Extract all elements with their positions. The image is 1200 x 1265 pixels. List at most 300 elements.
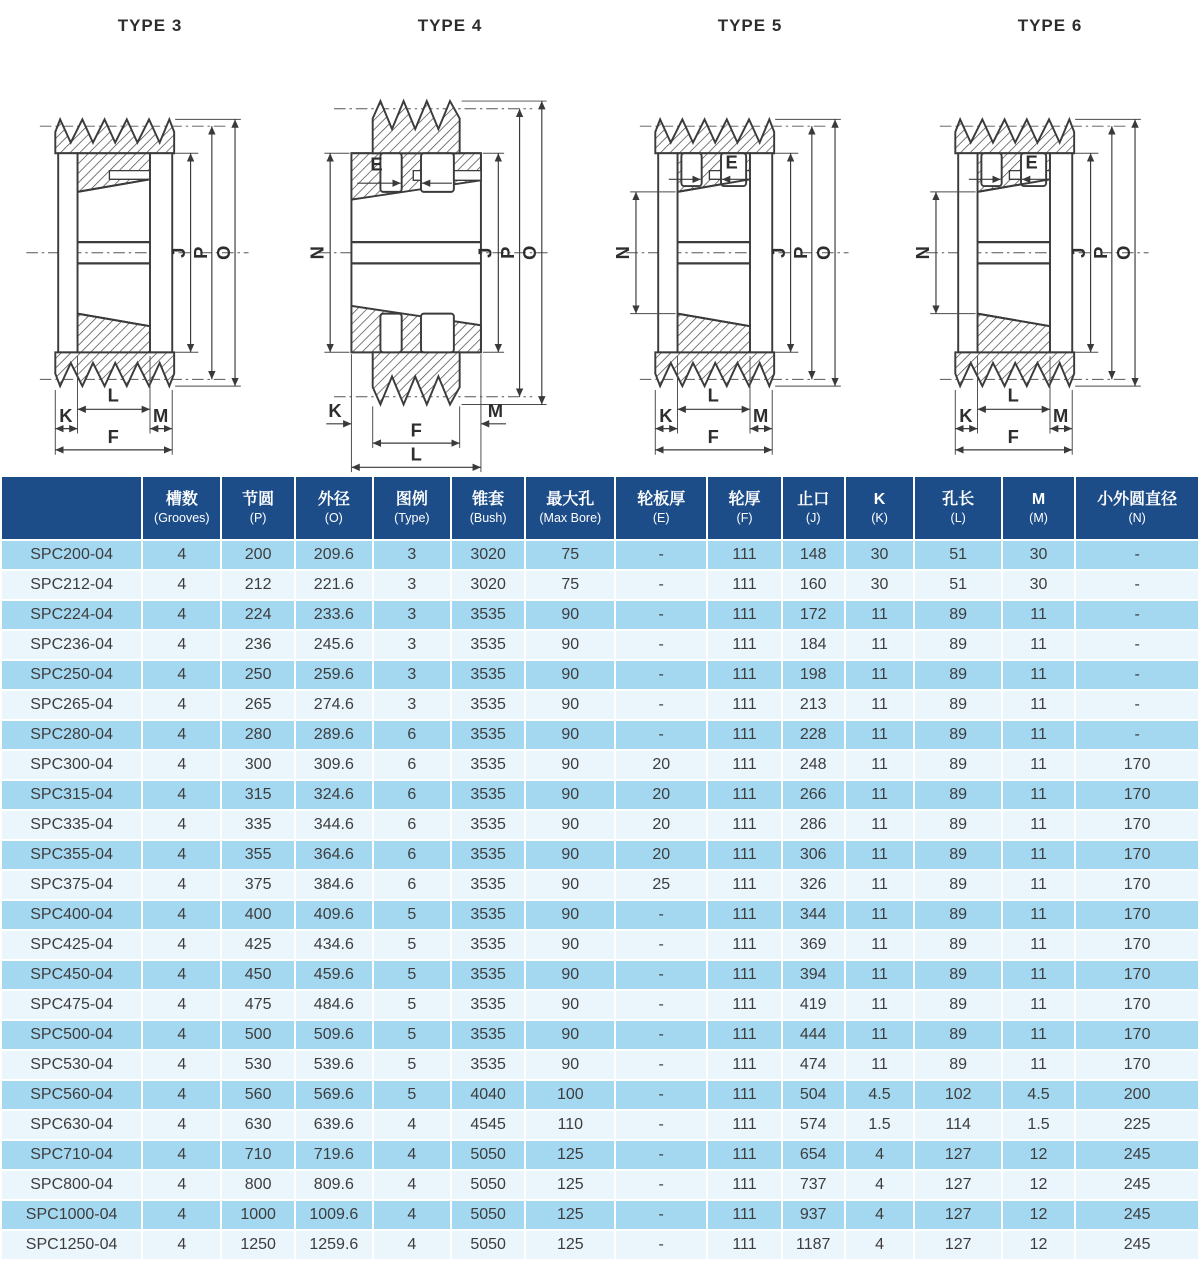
table-cell: 170 [1076, 811, 1198, 839]
dim-label-m: M [487, 400, 504, 422]
table-cell: 1250 [222, 1231, 293, 1259]
table-row [2, 841, 1198, 869]
table-cell: 4 [374, 1231, 450, 1259]
diagram-title-type-3: TYPE 3 [117, 16, 183, 35]
table-cell: 5050 [452, 1201, 525, 1229]
table-cell: 719.6 [296, 1141, 372, 1169]
table-cell: 111 [708, 811, 781, 839]
table-cell: 4 [143, 1051, 220, 1079]
table-cell: 4 [143, 1201, 220, 1229]
table-cell: 75 [526, 571, 614, 599]
column-header-zh: 锥套 [472, 490, 505, 508]
table-cell: 4 [143, 601, 220, 629]
model-cell: SPC1250-04 [2, 1231, 141, 1259]
table-cell: 228 [783, 721, 844, 749]
table-cell: 4 [374, 1111, 450, 1139]
table-cell: 569.6 [296, 1081, 372, 1109]
model-cell: SPC335-04 [2, 811, 141, 839]
table-cell: 4 [143, 871, 220, 899]
table-cell: 4 [143, 1081, 220, 1109]
table-cell: - [616, 691, 706, 719]
table-cell: 172 [783, 601, 844, 629]
table-cell: 6 [374, 781, 450, 809]
table-cell: 3 [374, 601, 450, 629]
table-cell: 198 [783, 661, 844, 689]
table-cell: 509.6 [296, 1021, 372, 1049]
table-cell: 3020 [452, 571, 525, 599]
table-cell: 4 [143, 1111, 220, 1139]
column-header-en: (E) [652, 510, 670, 525]
table-cell: 344 [783, 901, 844, 929]
column-header-en: (Type) [394, 510, 430, 525]
table-cell: 4 [143, 751, 220, 779]
diagram-title-type-6: TYPE 6 [1017, 16, 1083, 35]
table-cell: - [1076, 541, 1198, 569]
column-header-4 [374, 477, 450, 539]
table-cell: 419 [783, 991, 844, 1019]
table-row [2, 1111, 1198, 1139]
table-cell: 3535 [452, 991, 525, 1019]
dim-label-p: P [496, 246, 518, 259]
table-cell: 3535 [452, 691, 525, 719]
table-cell: 400 [222, 901, 293, 929]
table-cell: 1000 [222, 1201, 293, 1229]
table-cell: 20 [616, 811, 706, 839]
table-cell: 89 [915, 631, 1000, 659]
table-cell: 245 [1076, 1171, 1198, 1199]
model-cell: SPC425-04 [2, 931, 141, 959]
table-cell: 90 [526, 721, 614, 749]
table-cell: 4 [846, 1141, 914, 1169]
table-cell: 111 [708, 991, 781, 1019]
table-cell: 444 [783, 1021, 844, 1049]
dim-label-l: L [707, 384, 719, 406]
table-cell: 90 [526, 901, 614, 929]
table-cell: 11 [846, 1021, 914, 1049]
column-header-en: (N) [1128, 510, 1146, 525]
dim-label-p: P [190, 246, 212, 259]
table-cell: 111 [708, 841, 781, 869]
table-cell: 4.5 [846, 1081, 914, 1109]
table-cell: 11 [1003, 811, 1074, 839]
model-cell: SPC315-04 [2, 781, 141, 809]
column-header-11 [915, 477, 1000, 539]
table-cell: 25 [616, 871, 706, 899]
table-cell: 3535 [452, 871, 525, 899]
table-cell: 89 [915, 841, 1000, 869]
table-cell: 6 [374, 871, 450, 899]
table-cell: - [616, 901, 706, 929]
table-cell: 30 [846, 541, 914, 569]
table-cell: - [1076, 631, 1198, 659]
table-row [2, 661, 1198, 689]
model-cell: SPC212-04 [2, 571, 141, 599]
table-cell: 11 [846, 691, 914, 719]
table-cell: 111 [708, 631, 781, 659]
table-cell: 20 [616, 841, 706, 869]
column-header-6 [526, 477, 614, 539]
table-cell: - [616, 721, 706, 749]
column-header-en: (O) [324, 510, 343, 525]
table-cell: 300 [222, 751, 293, 779]
table-cell: 6 [374, 841, 450, 869]
table-cell: 90 [526, 1021, 614, 1049]
column-header-en: (P) [249, 510, 267, 525]
dim-label-o: O [213, 245, 235, 260]
table-cell: 364.6 [296, 841, 372, 869]
table-cell: 4 [143, 1171, 220, 1199]
table-cell: 51 [915, 541, 1000, 569]
column-header-zh: 轮厚 [728, 490, 761, 508]
table-cell: 111 [708, 1231, 781, 1259]
table-cell: 6 [374, 721, 450, 749]
table-cell: 259.6 [296, 661, 372, 689]
table-cell: 170 [1076, 991, 1198, 1019]
table-row [2, 1231, 1198, 1259]
table-cell: 937 [783, 1201, 844, 1229]
dim-label-j: J [167, 247, 189, 258]
model-cell: SPC630-04 [2, 1111, 141, 1139]
table-cell: 125 [526, 1171, 614, 1199]
table-cell: 1187 [783, 1231, 844, 1259]
column-header-9 [783, 477, 844, 539]
table-cell: 504 [783, 1081, 844, 1109]
table-cell: 639.6 [296, 1111, 372, 1139]
table-cell: 148 [783, 541, 844, 569]
table-cell: 245.6 [296, 631, 372, 659]
table-cell: 245 [1076, 1141, 1198, 1169]
dim-label-k: K [659, 404, 673, 426]
table-cell: 236 [222, 631, 293, 659]
table-cell: 90 [526, 751, 614, 779]
dim-label-m: M [152, 404, 169, 426]
pulley-drawing-type-5 [600, 45, 900, 475]
table-cell: 3 [374, 691, 450, 719]
table-cell: 170 [1076, 751, 1198, 779]
table-row [2, 991, 1198, 1019]
table-cell: 245 [1076, 1231, 1198, 1259]
table-cell: 12 [1003, 1231, 1074, 1259]
table-cell: - [616, 571, 706, 599]
table-cell: 11 [1003, 751, 1074, 779]
table-cell: 6 [374, 751, 450, 779]
table-cell: - [1076, 601, 1198, 629]
table-cell: 11 [846, 631, 914, 659]
diagram-type-6 [900, 0, 1200, 475]
spec-table [0, 475, 1200, 1261]
table-cell: 111 [708, 1171, 781, 1199]
column-header-zh: 图例 [395, 490, 428, 508]
table-cell: 4 [374, 1141, 450, 1169]
column-header-en: (Grooves) [154, 510, 210, 525]
table-cell: 20 [616, 781, 706, 809]
table-cell: 170 [1076, 781, 1198, 809]
table-cell: 102 [915, 1081, 1000, 1109]
table-cell: 3535 [452, 961, 525, 989]
table-row [2, 571, 1198, 599]
model-cell: SPC250-04 [2, 661, 141, 689]
table-row [2, 871, 1198, 899]
table-cell: 1.5 [1003, 1111, 1074, 1139]
table-cell: 89 [915, 1051, 1000, 1079]
table-cell: 11 [1003, 601, 1074, 629]
table-cell: 274.6 [296, 691, 372, 719]
table-cell: 90 [526, 631, 614, 659]
table-cell: - [616, 1201, 706, 1229]
table-cell: 4 [143, 931, 220, 959]
table-cell: 111 [708, 931, 781, 959]
table-cell: 89 [915, 661, 1000, 689]
table-cell: 3535 [452, 631, 525, 659]
table-cell: 89 [915, 721, 1000, 749]
dim-label-f: F [107, 426, 119, 448]
table-cell: 630 [222, 1111, 293, 1139]
table-cell: 809.6 [296, 1171, 372, 1199]
table-cell: 90 [526, 931, 614, 959]
table-cell: 89 [915, 751, 1000, 779]
table-row [2, 1081, 1198, 1109]
table-cell: 11 [846, 811, 914, 839]
column-header-zh: 止口 [797, 490, 830, 508]
table-cell: 5050 [452, 1141, 525, 1169]
column-header-0 [2, 477, 141, 539]
table-cell: 315 [222, 781, 293, 809]
table-cell: 184 [783, 631, 844, 659]
column-header-zh: 孔长 [942, 490, 975, 508]
table-cell: 90 [526, 961, 614, 989]
table-cell: 3 [374, 631, 450, 659]
table-cell: 114 [915, 1111, 1000, 1139]
table-row [2, 811, 1198, 839]
table-cell: 90 [526, 601, 614, 629]
table-cell: - [1076, 571, 1198, 599]
table-cell: 4 [143, 631, 220, 659]
table-cell: 127 [915, 1171, 1000, 1199]
table-cell: - [616, 961, 706, 989]
table-cell: 111 [708, 541, 781, 569]
table-cell: 1259.6 [296, 1231, 372, 1259]
table-cell: 5 [374, 931, 450, 959]
table-cell: 111 [708, 721, 781, 749]
dim-label-n: N [306, 246, 328, 260]
table-cell: 11 [1003, 931, 1074, 959]
dim-label-l: L [107, 384, 119, 406]
table-cell: 160 [783, 571, 844, 599]
table-cell: 90 [526, 1051, 614, 1079]
column-header-en: (L) [950, 510, 966, 525]
table-cell: 11 [1003, 661, 1074, 689]
table-cell: 11 [846, 931, 914, 959]
spec-table-body [2, 541, 1198, 1259]
table-cell: 89 [915, 1021, 1000, 1049]
table-cell: 4 [374, 1171, 450, 1199]
table-cell: 75 [526, 541, 614, 569]
table-cell: 5 [374, 901, 450, 929]
table-cell: 51 [915, 571, 1000, 599]
table-cell: 111 [708, 691, 781, 719]
table-cell: 11 [1003, 871, 1074, 899]
table-cell: 11 [1003, 991, 1074, 1019]
table-cell: 4 [143, 691, 220, 719]
column-header-zh: K [873, 490, 886, 508]
dim-label-j: J [1067, 247, 1089, 258]
dim-label-o: O [813, 245, 835, 260]
table-cell: 450 [222, 961, 293, 989]
table-cell: 4 [143, 1141, 220, 1169]
table-cell: 100 [526, 1081, 614, 1109]
table-row [2, 1171, 1198, 1199]
table-cell: 394 [783, 961, 844, 989]
table-cell: 434.6 [296, 931, 372, 959]
diagram-type-5 [600, 0, 900, 475]
table-cell: 4 [846, 1201, 914, 1229]
column-header-7 [616, 477, 706, 539]
table-cell: 111 [708, 661, 781, 689]
table-cell: 170 [1076, 1051, 1198, 1079]
table-cell: 369 [783, 931, 844, 959]
table-cell: 233.6 [296, 601, 372, 629]
table-cell: 90 [526, 781, 614, 809]
table-cell: 127 [915, 1231, 1000, 1259]
table-cell: 30 [1003, 541, 1074, 569]
table-cell: 539.6 [296, 1051, 372, 1079]
table-cell: 111 [708, 1051, 781, 1079]
model-cell: SPC355-04 [2, 841, 141, 869]
dim-label-e: E [1025, 151, 1038, 173]
column-header-10 [846, 477, 914, 539]
table-cell: 11 [1003, 1051, 1074, 1079]
table-cell: 4 [143, 811, 220, 839]
table-cell: - [616, 1081, 706, 1109]
table-cell: - [616, 541, 706, 569]
table-cell: 12 [1003, 1201, 1074, 1229]
dim-label-k: K [59, 404, 73, 426]
table-cell: 800 [222, 1171, 293, 1199]
column-header-12 [1003, 477, 1074, 539]
column-header-2 [222, 477, 293, 539]
table-cell: 170 [1076, 841, 1198, 869]
table-cell: 5 [374, 991, 450, 1019]
table-row [2, 721, 1198, 749]
model-cell: SPC300-04 [2, 751, 141, 779]
table-cell: 11 [1003, 631, 1074, 659]
table-cell: 20 [616, 751, 706, 779]
table-cell: 89 [915, 691, 1000, 719]
column-header-zh: 节圆 [242, 490, 275, 508]
table-cell: 5 [374, 1081, 450, 1109]
table-cell: 4 [143, 961, 220, 989]
column-header-zh: 最大孔 [546, 490, 595, 508]
table-cell: 221.6 [296, 571, 372, 599]
table-cell: 127 [915, 1201, 1000, 1229]
table-row [2, 781, 1198, 809]
model-cell: SPC375-04 [2, 871, 141, 899]
table-cell: 111 [708, 961, 781, 989]
table-cell: 111 [708, 901, 781, 929]
table-cell: 111 [708, 871, 781, 899]
table-cell: 111 [708, 1201, 781, 1229]
table-row [2, 691, 1198, 719]
table-cell: 384.6 [296, 871, 372, 899]
table-cell: 574 [783, 1111, 844, 1139]
table-cell: 4 [143, 541, 220, 569]
table-row [2, 601, 1198, 629]
table-cell: 289.6 [296, 721, 372, 749]
header-row [2, 477, 1198, 539]
table-cell: - [1076, 721, 1198, 749]
dim-label-k: K [959, 404, 973, 426]
table-cell: 90 [526, 871, 614, 899]
table-cell: 11 [846, 871, 914, 899]
table-cell: 5 [374, 1021, 450, 1049]
column-header-1 [143, 477, 220, 539]
table-cell: 111 [708, 571, 781, 599]
table-cell: 409.6 [296, 901, 372, 929]
dim-label-f: F [707, 426, 719, 448]
table-cell: 425 [222, 931, 293, 959]
dim-label-o: O [1113, 245, 1135, 260]
dim-label-m: M [1052, 404, 1069, 426]
table-cell: 265 [222, 691, 293, 719]
table-cell: 4 [374, 1201, 450, 1229]
table-cell: 125 [526, 1141, 614, 1169]
table-cell: 89 [915, 601, 1000, 629]
table-cell: 212 [222, 571, 293, 599]
table-cell: 250 [222, 661, 293, 689]
table-cell: 213 [783, 691, 844, 719]
table-cell: 286 [783, 811, 844, 839]
table-cell: 89 [915, 811, 1000, 839]
table-cell: - [616, 601, 706, 629]
table-cell: 11 [1003, 691, 1074, 719]
table-cell: 3535 [452, 811, 525, 839]
table-cell: 12 [1003, 1141, 1074, 1169]
model-cell: SPC475-04 [2, 991, 141, 1019]
table-cell: 89 [915, 931, 1000, 959]
table-cell: 200 [222, 541, 293, 569]
table-cell: 1009.6 [296, 1201, 372, 1229]
pulley-diagrams-section [0, 0, 1200, 475]
dim-label-f: F [410, 419, 422, 441]
column-header-3 [296, 477, 372, 539]
table-cell: 5050 [452, 1171, 525, 1199]
table-cell: - [616, 1111, 706, 1139]
dim-label-k: K [328, 400, 342, 422]
column-header-en: (F) [736, 510, 753, 525]
table-cell: 111 [708, 751, 781, 779]
model-cell: SPC400-04 [2, 901, 141, 929]
dim-label-m: M [752, 404, 769, 426]
diagram-type-3 [0, 0, 300, 475]
table-cell: 111 [708, 601, 781, 629]
table-cell: 280 [222, 721, 293, 749]
table-cell: 170 [1076, 871, 1198, 899]
column-header-13 [1076, 477, 1198, 539]
table-cell: 3535 [452, 931, 525, 959]
table-cell: 90 [526, 841, 614, 869]
table-cell: 11 [846, 901, 914, 929]
table-cell: 3535 [452, 601, 525, 629]
table-cell: 111 [708, 781, 781, 809]
table-cell: 3535 [452, 721, 525, 749]
table-cell: 11 [846, 781, 914, 809]
table-cell: 224 [222, 601, 293, 629]
table-cell: - [616, 1171, 706, 1199]
table-cell: 11 [1003, 781, 1074, 809]
table-cell: 4 [143, 661, 220, 689]
model-cell: SPC265-04 [2, 691, 141, 719]
column-header-en: (J) [805, 510, 821, 525]
